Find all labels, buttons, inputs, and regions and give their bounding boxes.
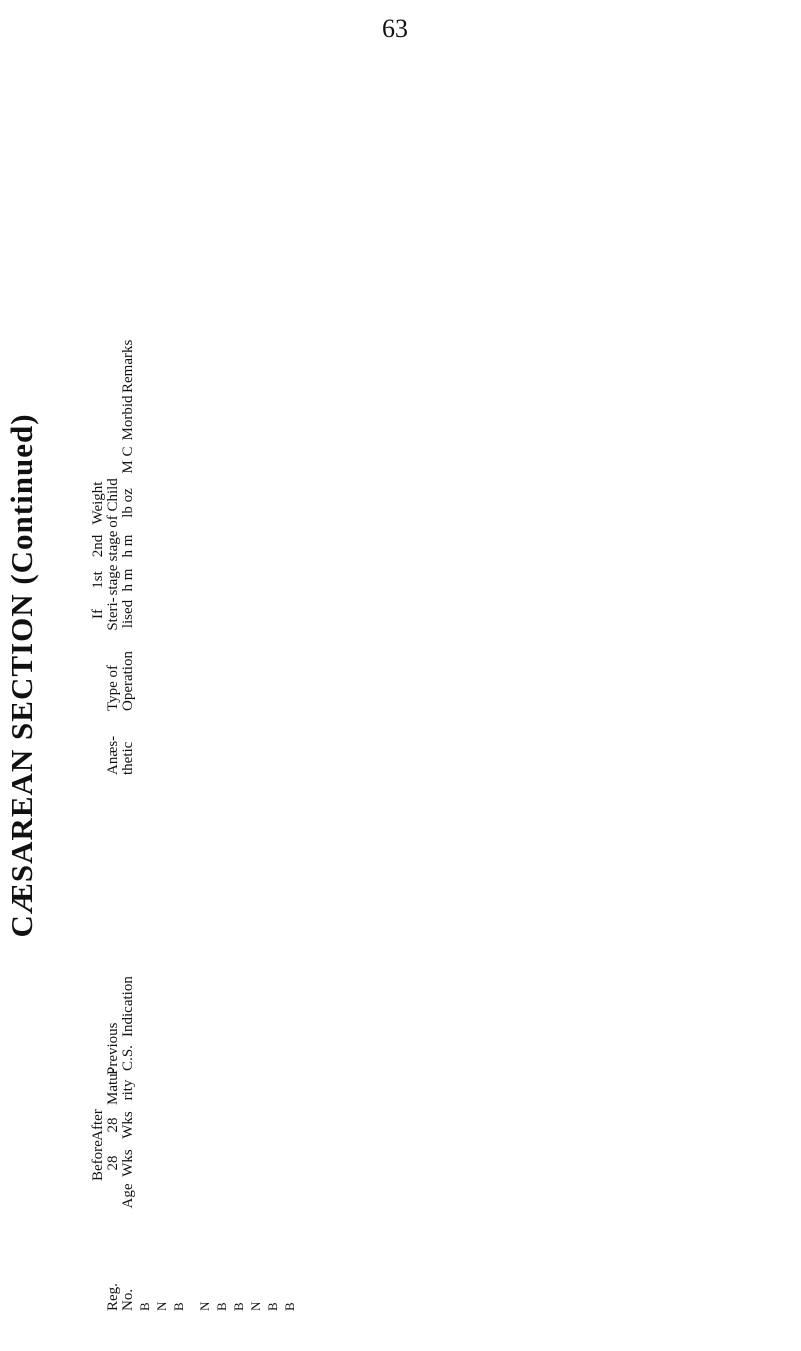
cell-a28 [230, 1105, 247, 1145]
header-no: No. [120, 1288, 136, 1311]
cell-st2 [213, 529, 230, 563]
cell-mat [196, 1075, 213, 1105]
cell-reg: N [154, 1301, 169, 1311]
cell-res [264, 443, 281, 477]
cell-b28 [281, 1145, 298, 1181]
cell-op [281, 631, 298, 711]
cell-rem [153, 183, 170, 393]
cell-ana [247, 711, 264, 775]
header-age: Age [120, 1183, 136, 1209]
cell-b28 [170, 1145, 187, 1181]
cell-ind [247, 775, 264, 1041]
cell-mor [196, 393, 213, 443]
cell-b28 [230, 1145, 247, 1181]
cell-st1 [247, 563, 264, 597]
cell-ster [170, 597, 187, 631]
cell-age [170, 1181, 187, 1211]
header-after-28: After 28 Wks [90, 1109, 136, 1141]
cell-a28 [153, 1105, 170, 1145]
cell-mat [264, 1075, 281, 1105]
cell-wt [170, 477, 187, 529]
cell-res [213, 443, 230, 477]
cell-prev [196, 1041, 213, 1075]
cell-age [136, 1181, 153, 1211]
cell-age [281, 1181, 298, 1211]
cell-res [230, 443, 247, 477]
cell-wt [230, 477, 247, 529]
cell-res [281, 443, 298, 477]
cell-age [213, 1181, 230, 1211]
cell-a28 [281, 1105, 298, 1145]
cell-age [264, 1181, 281, 1211]
table-row [170, 51, 187, 1311]
cell-ind [213, 775, 230, 1041]
header-sterilised: If Steri-lised [90, 597, 136, 631]
cell-reg: B [282, 1302, 297, 1311]
section-title: CÆSAREAN SECTION (Continued) [4, 413, 39, 938]
cell-op [170, 631, 187, 711]
cell-prev [264, 1041, 281, 1075]
cell-res [170, 443, 187, 477]
cell-st2 [281, 529, 298, 563]
cell-reg: B [171, 1302, 186, 1311]
cell-op [196, 631, 213, 711]
cell-op [230, 631, 247, 711]
cell-rem [170, 183, 187, 393]
cell-prev [136, 1041, 153, 1075]
header-weight: Weight of Child lb oz [90, 478, 136, 528]
cell-ster [264, 597, 281, 631]
cell-reg: N [248, 1301, 263, 1311]
cell-mor [264, 393, 281, 443]
cell-no [247, 1211, 264, 1277]
cell-ster [213, 597, 230, 631]
cell-mor [170, 393, 187, 443]
cell-mat [213, 1075, 230, 1105]
cell-op [247, 631, 264, 711]
cell-st1 [264, 563, 281, 597]
cell-mor [153, 393, 170, 443]
cell-reg: N [197, 1301, 212, 1311]
header-reg-no [106, 1277, 136, 1311]
cell-ster [196, 597, 213, 631]
page-number: 63 [382, 14, 408, 43]
cell-st1 [213, 563, 230, 597]
cell-b28 [196, 1145, 213, 1181]
cell-res [247, 443, 264, 477]
cell-ana [153, 711, 170, 775]
table-header [62, 51, 136, 1311]
cell-st2 [264, 529, 281, 563]
table-row [230, 51, 247, 1311]
cell-rem [230, 183, 247, 393]
table-row [247, 51, 264, 1311]
cell-op [213, 631, 230, 711]
cell-wt [281, 477, 298, 529]
cell-a28 [247, 1105, 264, 1145]
cell-reg: B [265, 1302, 280, 1311]
cell-rem [247, 183, 264, 393]
cell-b28 [213, 1145, 230, 1181]
cell-no [264, 1211, 281, 1277]
cell-st2 [153, 529, 170, 563]
cell-reg: B [137, 1302, 152, 1311]
cell-ster [153, 597, 170, 631]
cell-rem [196, 183, 213, 393]
cell-st2 [170, 529, 187, 563]
header-stage-1: 1st stage h m [90, 564, 136, 596]
cell-wt [247, 477, 264, 529]
cell-mor [230, 393, 247, 443]
header-maturity: Matu-rity [105, 1068, 136, 1105]
header-operation: Type of Operation [105, 651, 136, 711]
cell-ster [136, 597, 153, 631]
cell-age [230, 1181, 247, 1211]
cell-b28 [247, 1145, 264, 1181]
cell-ind [196, 775, 213, 1041]
cell-rem [213, 183, 230, 393]
table-row [264, 51, 281, 1311]
cell-a28 [213, 1105, 230, 1145]
cell-ana [196, 711, 213, 775]
cell-st1 [170, 563, 187, 597]
cell-a28 [170, 1105, 187, 1145]
cell-wt [136, 477, 153, 529]
cell-ana [264, 711, 281, 775]
cell-prev [213, 1041, 230, 1075]
cell-b28 [264, 1145, 281, 1181]
cell-ana [281, 711, 298, 775]
cell-ind [230, 775, 247, 1041]
cell-wt [213, 477, 230, 529]
cell-prev [230, 1041, 247, 1075]
cell-mor [136, 393, 153, 443]
table-row [196, 51, 213, 1311]
cell-no [170, 1211, 187, 1277]
cell-prev [153, 1041, 170, 1075]
cell-wt [264, 477, 281, 529]
cell-wt [196, 477, 213, 529]
cases-table [62, 51, 307, 1311]
cell-mat [136, 1075, 153, 1105]
cell-b28 [153, 1145, 170, 1181]
cell-ind [170, 775, 187, 1041]
cell-ind [136, 775, 153, 1041]
cell-res [153, 443, 170, 477]
table-row [281, 51, 298, 1311]
table-row [153, 51, 170, 1311]
header-morbid: Morbid [120, 395, 136, 441]
cell-no [136, 1211, 153, 1277]
cell-st1 [153, 563, 170, 597]
cell-rem [264, 183, 281, 393]
cell-mor [281, 393, 298, 443]
cell-ana [170, 711, 187, 775]
cell-res [196, 443, 213, 477]
cell-mor [247, 393, 264, 443]
cell-rem [136, 183, 153, 393]
cell-ana [136, 711, 153, 775]
cell-mat [281, 1075, 298, 1105]
cell-prev [170, 1041, 187, 1075]
cell-mat [170, 1075, 187, 1105]
cell-a28 [136, 1105, 153, 1145]
cell-op [264, 631, 281, 711]
cell-wt [153, 477, 170, 529]
cell-mat [153, 1075, 170, 1105]
cell-ana [213, 711, 230, 775]
header-result-m: M [120, 460, 136, 474]
cell-ind [264, 775, 281, 1041]
header-stage-2: 2nd stage h m [90, 530, 136, 562]
cell-ster [230, 597, 247, 631]
cell-ana [230, 711, 247, 775]
cell-age [247, 1181, 264, 1211]
header-anaesthetic: Anæs-thetic [105, 735, 136, 775]
cell-ster [281, 597, 298, 631]
cell-b28 [136, 1145, 153, 1181]
cell-prev [281, 1041, 298, 1075]
cell-st2 [196, 529, 213, 563]
cell-age [196, 1181, 213, 1211]
cell-a28 [196, 1105, 213, 1145]
header-reg: Reg. [105, 1283, 121, 1311]
cell-ind [281, 775, 298, 1041]
cell-reg: B [231, 1302, 246, 1311]
cell-mor [213, 393, 230, 443]
cell-ster [247, 597, 264, 631]
cell-no [281, 1211, 298, 1277]
header-before-28: Before 28 Wks [90, 1140, 136, 1181]
cell-mat [247, 1075, 264, 1105]
cell-st1 [281, 563, 298, 597]
cell-res [136, 443, 153, 477]
cell-reg: B [214, 1302, 229, 1311]
cell-st2 [247, 529, 264, 563]
cell-op [153, 631, 170, 711]
cell-st2 [136, 529, 153, 563]
table-row [213, 51, 230, 1311]
cell-rem [281, 183, 298, 393]
cell-st1 [196, 563, 213, 597]
cell-prev [247, 1041, 264, 1075]
cell-no [196, 1211, 213, 1277]
cell-st1 [136, 563, 153, 597]
cell-no [153, 1211, 170, 1277]
cell-age [153, 1181, 170, 1211]
cell-op [136, 631, 153, 711]
header-result [121, 443, 136, 477]
header-indication: Indication [120, 976, 136, 1037]
cell-a28 [264, 1105, 281, 1145]
header-previous-cs: Previous C.S. [105, 1022, 136, 1075]
header-result-c: C [120, 446, 136, 457]
cell-st2 [230, 529, 247, 563]
cell-no [213, 1211, 230, 1277]
cell-no [230, 1211, 247, 1277]
cell-st1 [230, 563, 247, 597]
table-body [136, 51, 298, 1311]
header-remarks: Remarks [120, 339, 136, 393]
cell-mat [230, 1075, 247, 1105]
cell-ind [153, 775, 170, 1041]
table-row [136, 51, 153, 1311]
